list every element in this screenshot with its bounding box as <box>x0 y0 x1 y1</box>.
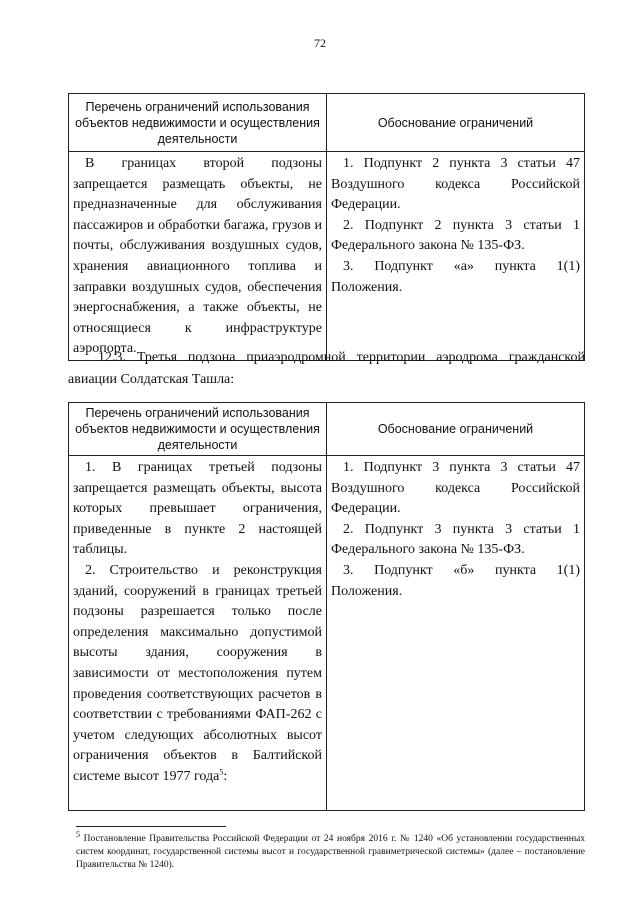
justification-paragraph: 1. Подпункт 3 пункта 3 статьи 47 Воздушного кодекса Российской Федерации. <box>331 460 580 517</box>
justification-paragraph: 2. Подпункт 2 пункта 3 статьи 1 Федерального закона № 135-ФЗ. <box>331 217 580 254</box>
header-justification: Обоснование ограничений <box>327 403 585 456</box>
header-restrictions: Перечень ограничений использования объектов недвижимости и осуществления деятельности <box>69 94 327 152</box>
table-header-row <box>69 94 585 152</box>
footnote <box>76 829 585 872</box>
footnote-text: Постановление Правительства Российской Федерации от 24 ноября 2016 г. № 1240 «Об установлении государственных систем координат, государственной системы высот и государственной гравиметрической системы» (далее – постановление Правительства № 1240). <box>76 834 585 870</box>
footnote-reference[interactable]: 5 <box>219 767 224 777</box>
justification-cell <box>327 152 585 361</box>
justification-paragraph: 1. Подпункт 2 пункта 3 статьи 47 Воздушного кодекса Российской Федерации. <box>331 156 580 213</box>
header-justification: Обоснование ограничений <box>327 94 585 152</box>
footnote-divider <box>76 826 226 827</box>
table-row <box>69 456 585 811</box>
restrictions-table-zone-2 <box>68 93 585 361</box>
footnote-marker: 5 <box>76 829 80 839</box>
header-restrictions: Перечень ограничений использования объектов недвижимости и осуществления деятельности <box>69 403 327 456</box>
restrictions-cell <box>69 152 327 361</box>
page-number: 72 <box>314 36 326 50</box>
justification-cell <box>327 456 585 811</box>
table-row <box>69 152 585 361</box>
restrictions-cell <box>69 456 327 811</box>
justification-paragraph: 2. Подпункт 3 пункта 3 статьи 1 Федерального закона № 135-ФЗ. <box>331 521 580 558</box>
section-heading: 12.3. Третья подзона приаэродромной территории аэродрома гражданской авиации Солдатская Ташла: <box>68 350 585 387</box>
justification-paragraph: 3. Подпункт «а» пункта 1(1) Положения. <box>331 258 580 295</box>
restriction-paragraph <box>73 561 322 788</box>
restriction-paragraph: 1. В границах третьей подзоны запрещается размещать объекты, высота которых превышает ограничения, приведенные в пункте 2 настоящей таблицы. <box>73 460 322 558</box>
justification-paragraph: 3. Подпункт «б» пункта 1(1) Положения. <box>331 562 580 599</box>
restriction-paragraph-text: 2. Строительство и реконструкция зданий, сооружений в границах третьей подзоны разрешается только после определения максимально допустимой высоты здания, сооружения в зависимости от местоположения путем проведения соответствующих расчетов в соответствии с требованиями ФАП-262 с учетом следующих абсолютных высот ограничения объектов в Балтийской системе высот 1977 года <box>73 562 322 784</box>
restriction-paragraph: В границах второй подзоны запрещается размещать объекты, не предназначенные для обслуживания пассажиров и обработки багажа, грузов и почты, обслуживания воздушных судов, хранения авиационного топлива и заправки воздушных судов, обеспечения энергоснабжения, а также объекты, не относящиеся к инфраструктуре аэропорта. <box>73 156 322 357</box>
restrictions-table-zone-3 <box>68 402 585 811</box>
restriction-paragraph-tail: : <box>223 768 228 784</box>
table-header-row <box>69 403 585 456</box>
